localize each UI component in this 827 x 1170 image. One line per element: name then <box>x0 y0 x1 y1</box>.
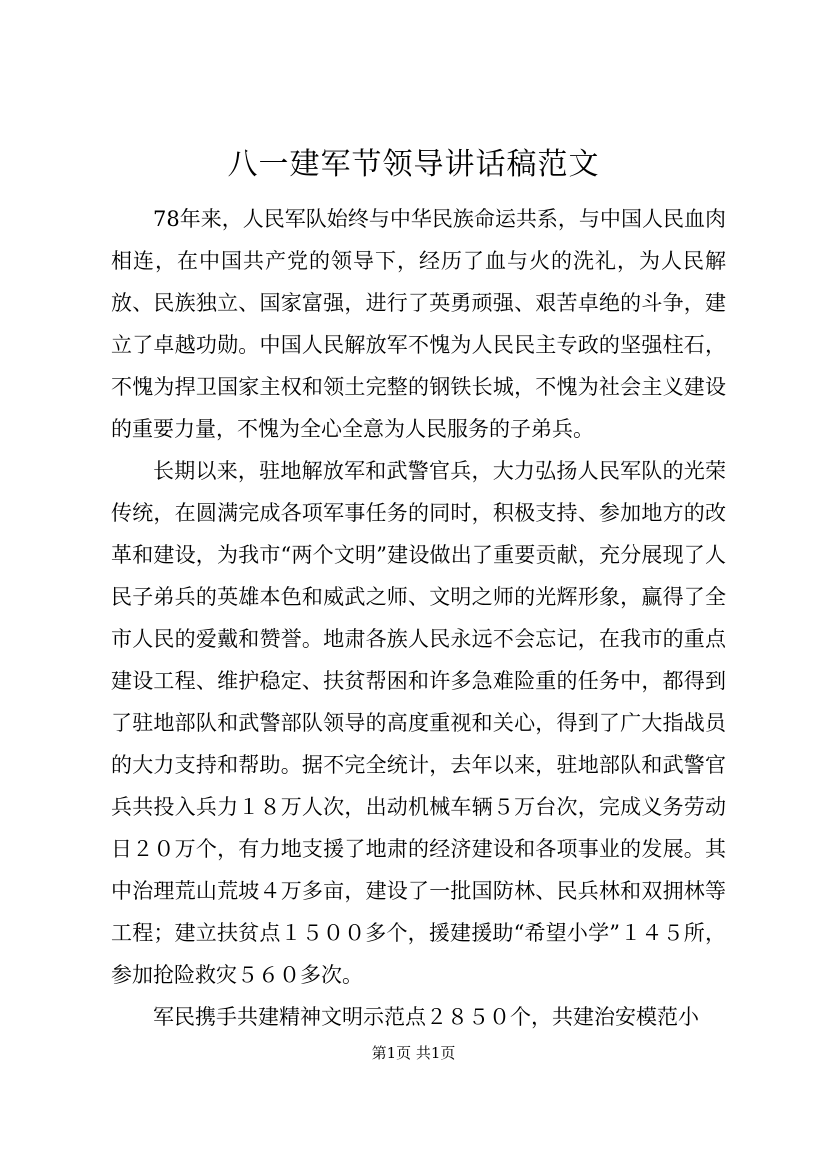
document-title: 八一建军节领导讲话稿范文 <box>227 147 600 182</box>
paragraph-3: 军民携手共建精神文明示范点２８５０个，共建治安模范小 <box>153 1005 699 1029</box>
page-footer: 第1页 共1页 <box>371 1044 456 1062</box>
document-body <box>111 198 726 1038</box>
paragraph-1: 78年来，人民军队始终与中华民族命运共系，与中国人民血肉相连，在中国共产党的领导下，经历了血与火的洗礼，为人民解放、民族独立、国家富强，进行了英勇顽强、艰苦卓绝的斗争，建立了卓越功勋。中国人民解放军不愧为人民民主专政的坚强柱石，不愧为捍卫国家主权和领土完整的钢铁长城，不愧为社会主义建设的重要力量，不愧为全心全意为人民服务的子弟兵。 <box>111 207 726 441</box>
paragraph-2: 长期以来，驻地解放军和武警官兵，大力弘扬人民军队的光荣传统，在圆满完成各项军事任务的同时，积极支持、参加地方的改革和建设，为我市“两个文明”建设做出了重要贡献，充分展现了人民子弟兵的英雄本色和威武之师、文明之师的光辉形象，赢得了全市人民的爱戴和赞誉。地肃各族人民永远不会忘记，在我市的重点建设工程、维护稳定、扶贫帮困和许多急难险重的任务中，都得到了驻地部队和武警部队领导的高度重视和关心，得到了广大指战员的大力支持和帮助。据不完全统计，去年以来，驻地部队和武警官兵共投入兵力１８万人次，出动机械车辆５万台次，完成义务劳动日２０万个，有力地支援了地肃的经济建设和各项事业的发展。其中治理荒山荒坡４万多亩，建设了一批国防林、民兵林和双拥林等工程；建立扶贫点１５００多个，援建援助“希望小学”１４５所，参加抢险救灾５６０多次。 <box>111 459 726 987</box>
